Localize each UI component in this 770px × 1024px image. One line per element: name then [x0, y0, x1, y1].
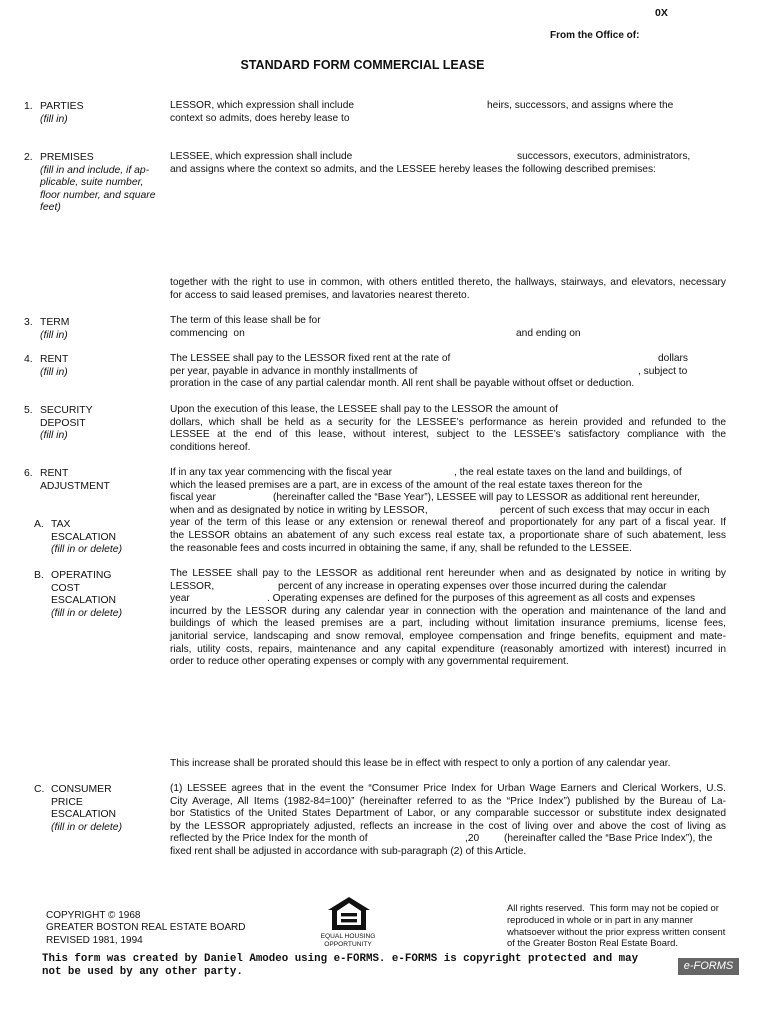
cpi-text — [170, 783, 726, 859]
section-instructions: feet) — [40, 202, 61, 214]
text-line: dollars, which shall be held as a security for the LESSEE’s performance as herein provided and refunded to the — [170, 416, 726, 428]
text-fragment: (hereinafter called the “Base Price Index”), the — [504, 833, 713, 845]
notice-line: not be used by any other party. — [42, 966, 243, 978]
section-number: 2. — [24, 152, 33, 163]
text-line: This increase shall be prorated should this lease be in effect with respect to only a portion of any calendar year. — [170, 758, 671, 769]
copyright-line: GREATER BOSTON REAL ESTATE BOARD — [46, 922, 246, 934]
text-line: janitorial service, landscaping and snow removal, employee compensation and fringe benefits, equipment and mate- — [170, 630, 726, 642]
section-title: DEPOSIT — [40, 417, 86, 429]
text-fragment: LESSOR, which expression shall include — [170, 100, 355, 111]
text-line: context so admits, does hereby lease to — [170, 112, 350, 124]
section-title: TERM — [40, 317, 70, 328]
text-fragment: (hereinafter called the “Base Year”), LESSEE will pay to LESSOR as additional rent hereunder, — [273, 492, 700, 504]
text-line: and assigns where the context so admits, and the LESSEE hereby leases the following described premises: — [170, 163, 656, 175]
text-line: the reasonable fees and costs incurred in obtaining the same, if any, shall be refunded to the LESSEE. — [170, 542, 632, 554]
text-fragment: . Operating expenses are defined for the purposes of this agreement as all costs and expenses — [267, 593, 696, 605]
copyright-block — [46, 910, 245, 947]
text-fragment: fiscal year — [170, 492, 216, 504]
section-title: TAX — [51, 519, 71, 530]
rights-line: All rights reserved. This form may not be copied or — [507, 902, 719, 913]
section-number: 5. — [24, 405, 33, 416]
section-instructions: (fill in) — [40, 430, 68, 442]
text-line: proration in the case of any partial calendar month. All rent shall be payable without offset or deduction. — [170, 378, 635, 390]
subsection-letter: B. — [34, 570, 44, 581]
text-fragment: The LESSEE shall pay to the LESSOR fixed rent at the rate of — [170, 353, 451, 364]
text-line: order to reduce other operating expenses or comply with any governmental requirement. — [170, 656, 569, 668]
section-title: PRICE — [51, 796, 83, 808]
text-fragment: LESSOR, — [170, 580, 215, 592]
rights-line: reproduced in whole or in part in any manner — [507, 913, 694, 925]
subsection-letter: C. — [34, 784, 45, 795]
text-line: together with the right to use in common, with others entitled thereto, the hallways, stairways, and elevators, necessary — [170, 277, 726, 288]
text-fragment: per year, payable in advance in monthly installments of — [170, 365, 418, 377]
section-number: 4. — [24, 354, 33, 365]
section-title: RENT — [40, 354, 69, 365]
section-instructions: (fill in or delete) — [51, 544, 123, 556]
adjustment-label — [40, 468, 110, 493]
notice-line: This form was created by Daniel Amodeo using e-FORMS. e-FORMS is copyright protected and may — [42, 953, 639, 965]
subsection-letter: A. — [34, 519, 44, 530]
page-title: STANDARD FORM COMMERCIAL LEASE — [240, 58, 485, 72]
text-fragment: dollars — [658, 353, 689, 364]
text-fragment: If in any tax year commencing with the fiscal year — [170, 467, 392, 478]
section-instructions: floor number, and square — [40, 189, 156, 201]
section-number: 6. — [24, 468, 33, 479]
text-fragment: and ending on — [516, 327, 581, 339]
form-code: 0X — [655, 7, 668, 19]
text-fragment: commencing on — [170, 327, 245, 339]
text-line: year of the term of this lease or any extension or renewal thereof and proportionately for any part of a fiscal year. If — [170, 517, 726, 529]
text-line: The LESSEE shall pay to the LESSOR as additional rent hereunder when and as designated by notice in writing by — [170, 568, 726, 579]
section-title: RENT — [40, 468, 69, 479]
cpi-label — [51, 784, 122, 834]
section-instructions: (fill in) — [40, 113, 68, 125]
section-instructions: (fill in) — [40, 329, 68, 341]
premises-label — [40, 152, 156, 215]
rent-text — [170, 353, 726, 391]
text-fragment: LESSEE, which expression shall include — [170, 151, 353, 162]
section-title: COST — [51, 582, 80, 594]
deposit-label — [40, 405, 93, 443]
text-line: fixed rent shall be adjusted in accordance with sub-paragraph (2) of this Article. — [170, 845, 527, 857]
term-text — [170, 315, 726, 340]
text-fragment: reflected by the Price Index for the month of — [170, 833, 368, 845]
premises-text — [170, 151, 726, 176]
equal-housing-line: EQUAL HOUSING — [320, 933, 376, 940]
section-instructions: (fill in or delete) — [51, 821, 123, 833]
text-line: Upon the execution of this lease, the LESSEE shall pay to the LESSOR the amount of — [170, 404, 558, 415]
rent-label — [40, 354, 68, 379]
copyright-line: REVISED 1981, 1994 — [46, 934, 143, 946]
section-title: CONSUMER — [51, 784, 112, 795]
eforms-notice — [42, 953, 638, 979]
section-number: 3. — [24, 317, 33, 328]
text-fragment: percent of such excess that may occur in each — [500, 504, 710, 516]
section-title: PREMISES — [40, 152, 94, 163]
text-line: bor Statistics of the United States Department of Labor, or any comparable successor or substitute index designated — [170, 808, 726, 820]
section-title: ESCALATION — [51, 809, 117, 821]
text-fragment: when and as designated by notice in writing by LESSOR, — [170, 504, 428, 516]
term-label — [40, 317, 69, 342]
text-fragment: percent of any increase in operating expenses over those incurred during the calendar — [278, 580, 667, 592]
text-line: (1) LESSEE agrees that in the event the “Consumer Price Index for Urban Wage Earners and Clerical Workers, U.S. — [170, 783, 726, 794]
section-instructions: (fill in) — [40, 366, 68, 378]
copyright-line: COPYRIGHT © 1968 — [46, 910, 141, 921]
parties-text — [170, 100, 726, 125]
section-title: ESCALATION — [51, 595, 117, 607]
text-line: the LESSOR obtains an abatement of any such excess real estate tax, a proportionate share of such abatement, less — [170, 529, 726, 541]
text-fragment: heirs, successors, and assigns where the — [487, 100, 674, 111]
text-line: LESSEE at the end of this lease, without interest, subject to the LESSEE’s satisfactory compliance with the — [170, 429, 726, 441]
section-number: 1. — [24, 101, 33, 112]
text-line: by the LESSOR appropriately adjusted, reflects an increase in the cost of living over and above the cost of living as — [170, 820, 726, 832]
section-instructions: plicable, suite number, — [40, 177, 144, 189]
adjustment-text — [170, 467, 726, 555]
text-line: The term of this lease shall be for — [170, 315, 321, 326]
prorate-text — [170, 758, 726, 771]
premises-common-text — [170, 277, 726, 302]
text-fragment: successors, executors, administrators, — [517, 151, 691, 162]
text-line: conditions hereof. — [170, 441, 251, 453]
text-line: for access to said leased premises, and lavatories nearest thereto. — [170, 289, 470, 301]
equal-housing-line: OPPORTUNITY — [324, 941, 372, 948]
operating-label — [51, 570, 122, 620]
text-line: buildings of which the leased premises are a part, including without limitation insurance premiums, license fees, — [170, 618, 726, 630]
section-instructions: (fill in and include, if ap- — [40, 164, 150, 176]
section-title: ESCALATION — [51, 531, 117, 543]
section-instructions: (fill in or delete) — [51, 607, 123, 619]
equal-housing-label — [308, 933, 388, 949]
section-title: ADJUSTMENT — [40, 480, 110, 492]
text-line: rials, utility costs, repairs, maintenance and any capital expenditure (reasonably amortized with interest) incurred in — [170, 643, 726, 655]
tax-label — [51, 519, 122, 557]
parties-label — [40, 101, 84, 126]
rights-line: whatsoever without the prior express written consent — [507, 925, 726, 937]
text-fragment: ,20 — [465, 833, 480, 845]
rights-notice — [507, 902, 752, 949]
text-line: incurred by the LESSOR during any calendar year in connection with the operation and maintenance of the land and — [170, 605, 726, 617]
section-title: SECURITY — [40, 405, 93, 416]
text-line: which the leased premises are a part, are in excess of the amount of the real estate taxes thereon for the — [170, 479, 643, 491]
rights-line: of the Greater Boston Real Estate Board. — [507, 937, 678, 949]
office-label: From the Office of: — [550, 30, 640, 41]
eforms-logo: e-FORMS — [678, 958, 739, 975]
text-line: City Average, All Items (1982-84=100)” (hereinafter referred to as the “Price Index”) published by the Bureau of La- — [170, 795, 726, 807]
text-fragment: year — [170, 593, 190, 605]
deposit-text — [170, 404, 726, 454]
section-title: OPERATING — [51, 570, 112, 581]
section-title: PARTIES — [40, 101, 84, 112]
equal-housing-icon — [327, 896, 371, 932]
text-fragment: , the real estate taxes on the land and buildings, of — [454, 467, 682, 478]
text-fragment: , subject to — [638, 365, 688, 377]
operating-text — [170, 568, 726, 669]
